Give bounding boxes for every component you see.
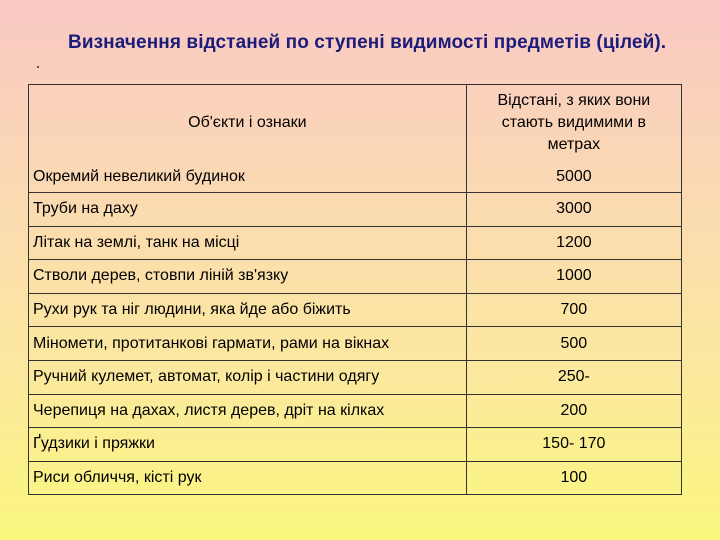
table-row-item: Стволи дерев, стовпи ліній зв'язку — [29, 260, 467, 294]
table-row — [29, 260, 682, 294]
table-row-distance: 1000 — [466, 260, 681, 294]
table-row-distance: 200 — [466, 394, 681, 428]
table-row-item: Черепиця на дахах, листя дерев, дріт на кілках — [29, 394, 467, 428]
table-row — [29, 360, 682, 394]
table-row-item: Літак на землі, танк на місці — [29, 226, 467, 260]
table-row — [29, 394, 682, 428]
table-row-item: Ґудзики і пряжки — [29, 428, 467, 462]
table-row — [29, 428, 682, 462]
table-row — [29, 226, 682, 260]
header-objects-label: Об'єкти і ознаки — [188, 114, 307, 131]
table-row-item: Окремий невеликий будинок — [33, 168, 245, 185]
table-row — [29, 461, 682, 495]
header-objects-cell — [29, 85, 467, 193]
table-row-distance: 5000 — [556, 168, 592, 185]
header-distance-label: Відстані, з яких вони стають видимими в метрах — [497, 92, 651, 153]
table-row-item: Риси обличчя, кісті рук — [29, 461, 467, 495]
table-row-distance: 500 — [466, 327, 681, 361]
table-row-distance: 150- 170 — [466, 428, 681, 462]
visibility-distance-table — [28, 84, 682, 495]
table-row-distance: 700 — [466, 293, 681, 327]
header-distance-cell — [466, 85, 681, 193]
table-row-distance: 3000 — [466, 193, 681, 227]
table-row — [29, 293, 682, 327]
table-row-distance: 1200 — [466, 226, 681, 260]
table-row-item: Труби на даху — [29, 193, 467, 227]
bullet-dot — [37, 66, 39, 68]
table-row-distance: 100 — [466, 461, 681, 495]
table-row-item: Міномети, протитанкові гармати, рами на вікнах — [29, 327, 467, 361]
table-header-row — [29, 85, 682, 193]
table-row-item: Рухи рук та ніг людини, яка йде або біжить — [29, 293, 467, 327]
slide-title: Визначення відстаней по ступені видимості предметів (цілей). — [68, 32, 667, 53]
table-row-item: Ручний кулемет, автомат, колір і частини одягу — [29, 360, 467, 394]
table-row-distance: 250- — [466, 360, 681, 394]
table-row — [29, 193, 682, 227]
table-row — [29, 327, 682, 361]
